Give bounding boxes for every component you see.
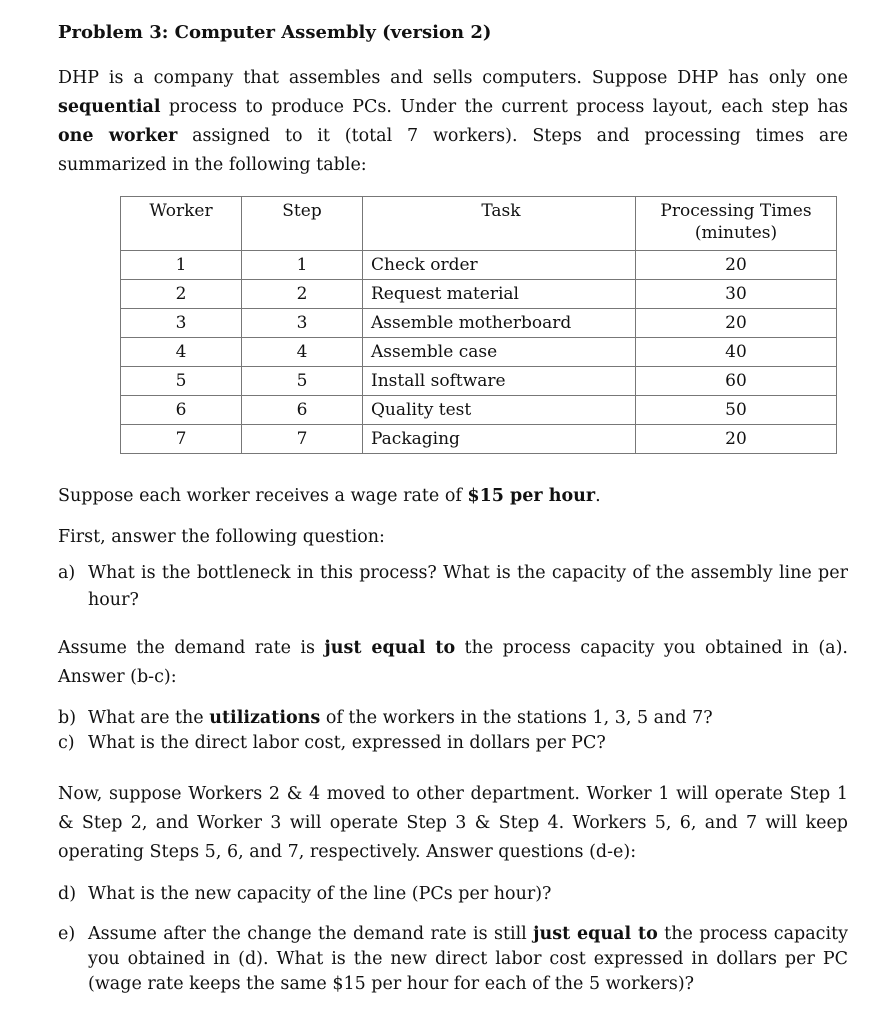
question-e-bold: just equal to bbox=[533, 924, 658, 944]
cell-worker: 3 bbox=[121, 309, 242, 338]
question-c bbox=[58, 731, 848, 756]
header-worker: Worker bbox=[121, 197, 242, 251]
cell-worker: 6 bbox=[121, 396, 242, 425]
header-task: Task bbox=[363, 197, 636, 251]
wage-paragraph bbox=[58, 482, 848, 511]
question-e-label: e) bbox=[58, 924, 76, 944]
question-b-label: b) bbox=[58, 708, 77, 728]
assume-paragraph bbox=[58, 634, 848, 692]
question-b-text-2: of the workers in the stations 1, 3, 5 and 7? bbox=[320, 708, 713, 728]
intro-text-1: DHP is a company that assembles and sells computers. Suppose DHP has only one bbox=[58, 68, 848, 88]
header-time-line1: Processing Times bbox=[660, 201, 812, 221]
wage-rate-bold: $15 per hour bbox=[467, 486, 596, 506]
intro-paragraph bbox=[58, 64, 848, 180]
process-steps-table bbox=[120, 196, 837, 454]
wage-end: . bbox=[595, 486, 601, 506]
cell-time: 30 bbox=[636, 280, 837, 309]
problem-title: Problem 3: Computer Assembly (version 2) bbox=[58, 22, 492, 43]
intro-text-2: process to produce PCs. Under the current process layout, each step has bbox=[160, 97, 848, 117]
now-paragraph: Now, suppose Workers 2 & 4 moved to other department. Worker 1 will operate Step 1 & Step 2, and Worker 3 will operate Step 3 & Step 4. Workers 5, 6, and 7 will keep operating Steps 5, 6, and 7, respectively. Answer questions (d-e): bbox=[58, 784, 848, 862]
cell-step: 6 bbox=[242, 396, 363, 425]
table-row bbox=[121, 396, 837, 425]
cell-task: Check order bbox=[363, 251, 636, 280]
cell-step: 1 bbox=[242, 251, 363, 280]
question-list-d bbox=[58, 881, 848, 908]
question-c-text: What is the direct labor cost, expressed in dollars per PC? bbox=[88, 733, 606, 753]
table-row bbox=[121, 425, 837, 454]
cell-step: 5 bbox=[242, 367, 363, 396]
question-d-text: What is the new capacity of the line (PCs per hour)? bbox=[88, 884, 552, 904]
table-row bbox=[121, 280, 837, 309]
first-instruction: First, answer the following question: bbox=[58, 527, 385, 547]
wage-text: Suppose each worker receives a wage rate of bbox=[58, 486, 468, 506]
cell-time: 20 bbox=[636, 309, 837, 338]
cell-time: 60 bbox=[636, 367, 837, 396]
cell-step: 4 bbox=[242, 338, 363, 367]
cell-task: Request material bbox=[363, 280, 636, 309]
cell-task: Assemble motherboard bbox=[363, 309, 636, 338]
question-b bbox=[58, 706, 848, 731]
table-row bbox=[121, 338, 837, 367]
question-a-text: What is the bottleneck in this process? What is the capacity of the assembly line per hour? bbox=[88, 563, 848, 610]
question-e bbox=[58, 922, 848, 997]
cell-task: Install software bbox=[363, 367, 636, 396]
cell-step: 3 bbox=[242, 309, 363, 338]
question-a bbox=[58, 560, 848, 614]
intro-bold-one-worker: one worker bbox=[58, 126, 178, 146]
cell-worker: 4 bbox=[121, 338, 242, 367]
intro-text-3: assigned to it (total 7 workers). Steps and processing times are summarized in the following table: bbox=[58, 126, 849, 175]
cell-worker: 5 bbox=[121, 367, 242, 396]
cell-time: 50 bbox=[636, 396, 837, 425]
cell-step: 2 bbox=[242, 280, 363, 309]
question-a-label: a) bbox=[58, 563, 76, 583]
question-d-label: d) bbox=[58, 884, 77, 904]
question-list-bc bbox=[58, 706, 848, 756]
question-e-text-1: Assume after the change the demand rate is still bbox=[88, 924, 534, 944]
cell-task: Packaging bbox=[363, 425, 636, 454]
question-d bbox=[58, 881, 848, 908]
questions-section bbox=[58, 482, 848, 997]
question-list-e bbox=[58, 922, 848, 997]
cell-step: 7 bbox=[242, 425, 363, 454]
table-row bbox=[121, 309, 837, 338]
table-row bbox=[121, 367, 837, 396]
header-time-line2: (minutes) bbox=[694, 223, 778, 243]
question-b-text-1: What are the bbox=[88, 708, 210, 728]
assume-text-2: the process capacity you obtained in (a). Answer (b-c): bbox=[58, 638, 848, 687]
header-step: Step bbox=[242, 197, 363, 251]
document-page bbox=[58, 20, 848, 180]
intro-bold-sequential: sequential bbox=[58, 97, 161, 117]
table-row bbox=[121, 251, 837, 280]
table-header-row bbox=[121, 197, 837, 251]
cell-worker: 7 bbox=[121, 425, 242, 454]
assume-bold: just equal to bbox=[324, 638, 456, 658]
cell-task: Assemble case bbox=[363, 338, 636, 367]
question-c-label: c) bbox=[58, 733, 75, 753]
header-processing-times bbox=[636, 197, 837, 251]
cell-worker: 1 bbox=[121, 251, 242, 280]
cell-time: 20 bbox=[636, 251, 837, 280]
assume-text-1: Assume the demand rate is bbox=[58, 638, 325, 658]
question-b-bold: utilizations bbox=[209, 708, 321, 728]
cell-time: 40 bbox=[636, 338, 837, 367]
question-e-text-2: the process capacity you obtained in (d). What is the new direct labor cost expressed in dollars per PC (wage rate keeps the same $15 per hour for each of the 5 workers)? bbox=[88, 924, 848, 994]
question-list-a bbox=[58, 560, 848, 614]
cell-worker: 2 bbox=[121, 280, 242, 309]
cell-time: 20 bbox=[636, 425, 837, 454]
cell-task: Quality test bbox=[363, 396, 636, 425]
